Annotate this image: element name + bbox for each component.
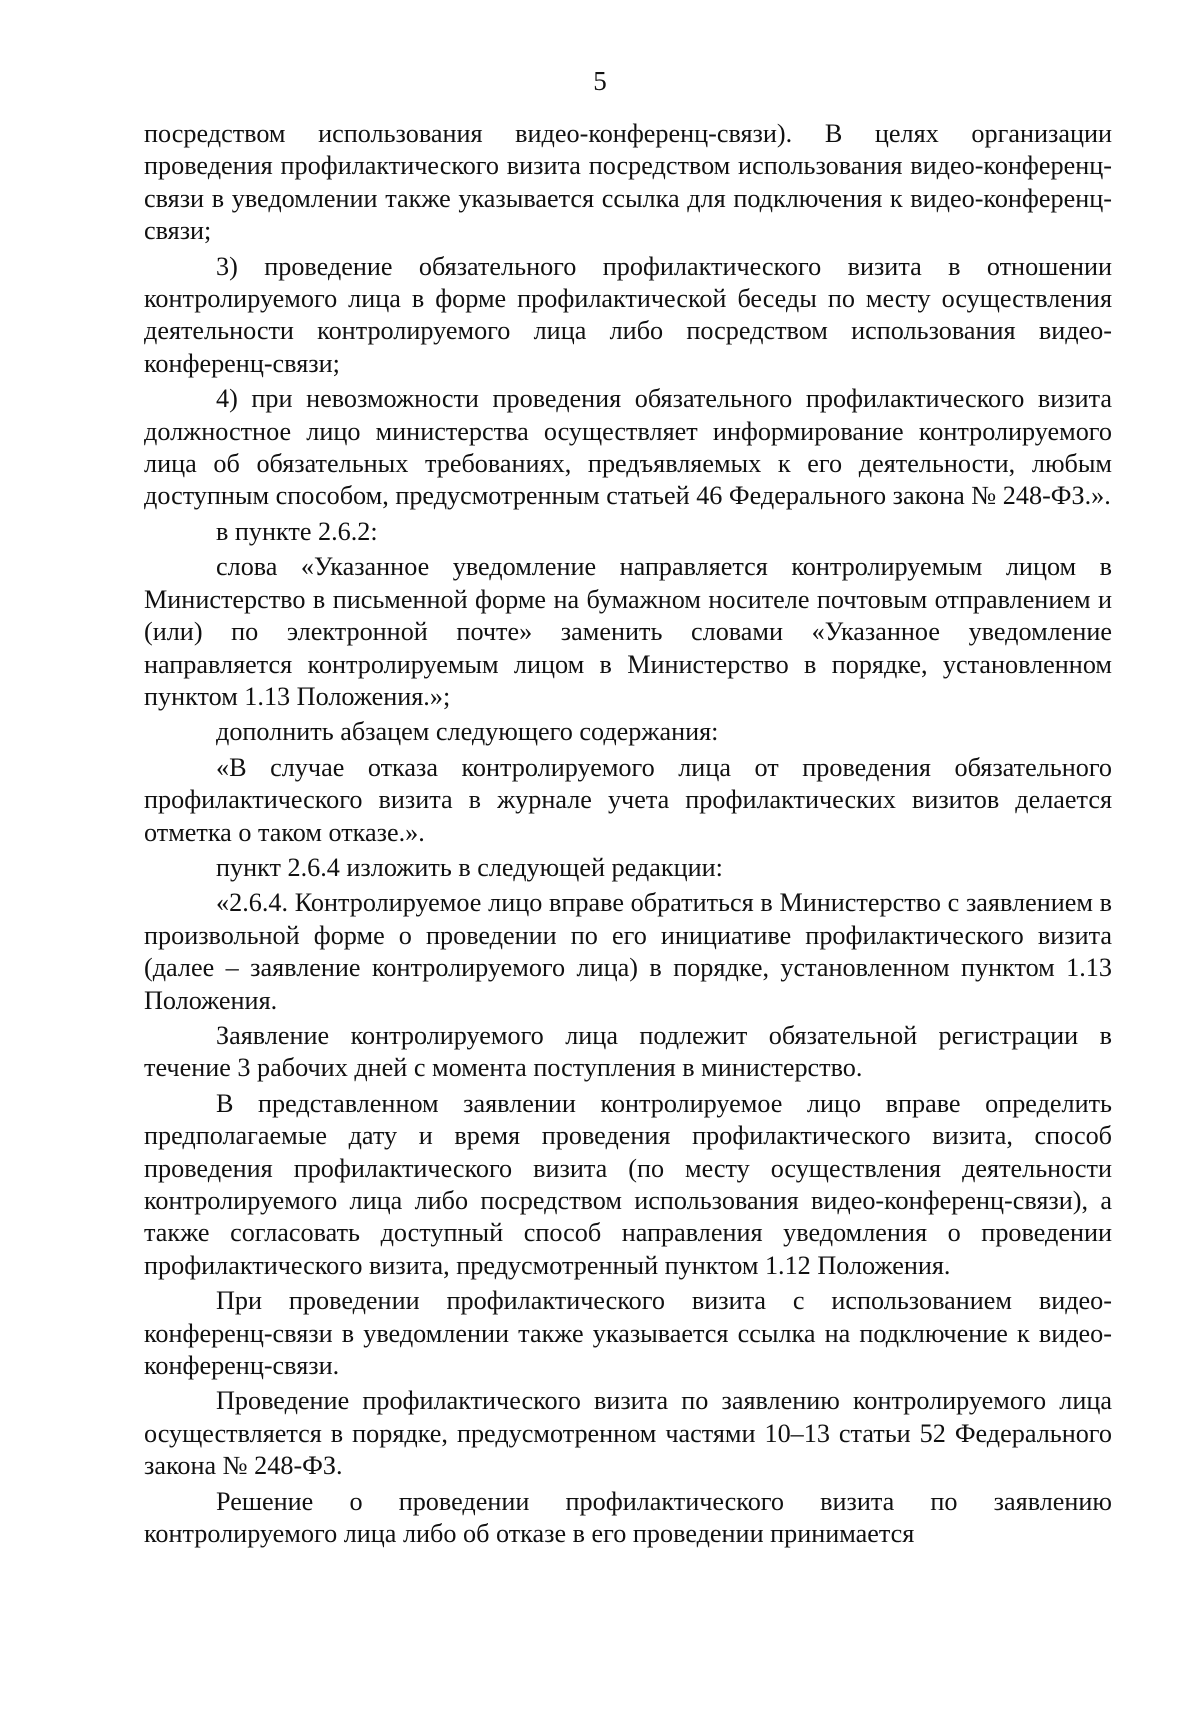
paragraph: 3) проведение обязательного профилактического визита в отношении контролируемого лица в форме профилактической беседы по месту осуществления деятельности контролируемого лица либо посредством использования видео-конференц-связи; xyxy=(144,251,1112,378)
paragraph: посредством использования видео-конференц-связи). В целях организации проведения профилактического визита посредством использования видео-конференц-связи в уведомлении также указывается ссылка для подключения к видео-конференц-связи; xyxy=(144,119,1112,246)
paragraph: В представленном заявлении контролируемое лицо вправе определить предполагаемые дату и время проведения профилактического визита, способ проведения профилактического визита (по месту осуществления деятельности контролируемого лица либо посредством использования видео-конференц-связи), а также согласовать доступный способ направления уведомления о проведении профилактического визита, предусмотренный пунктом 1.12 Положения. xyxy=(144,1088,1112,1280)
paragraph: слова «Указанное уведомление направляется контролируемым лицом в Министерство в письменной форме на бумажном носителе почтовым отправлением и (или) по электронной почте» заменить словами «Указанное уведомление направляется контролируемым лицом в Министерство в порядке, установленном пунктом 1.13 Положения.»; xyxy=(144,552,1112,711)
paragraph: 4) при невозможности проведения обязательного профилактического визита должностное лицо министерства осуществляет информирование контролируемого лица об обязательных требованиях, предъявляемых к его деятельности, любым доступным способом, предусмотренным статьей 46 Федерального закона № 248-ФЗ.». xyxy=(144,384,1112,511)
paragraph: Заявление контролируемого лица подлежит обязательной регистрации в течение 3 рабочих дней с момента поступления в министерство. xyxy=(144,1020,1112,1083)
paragraph: в пункте 2.6.2: xyxy=(216,516,378,546)
paragraph: Решение о проведении профилактического визита по заявлению контролируемого лица либо об отказе в его проведении принимается xyxy=(144,1486,1112,1549)
page-number: 5 xyxy=(593,66,607,96)
paragraph: дополнить абзацем следующего содержания: xyxy=(216,717,719,747)
paragraph: При проведении профилактического визита с использованием видео-конференц-связи в уведомлении также указывается ссылка на подключение к видео-конференц-связи. xyxy=(144,1286,1112,1381)
paragraph: пункт 2.6.4 изложить в следующей редакции: xyxy=(216,852,723,882)
paragraph: «В случае отказа контролируемого лица от проведения обязательного профилактического визита в журнале учета профилактических визитов делается отметка о таком отказе.». xyxy=(144,752,1112,847)
paragraph: Проведение профилактического визита по заявлению контролируемого лица осуществляется в порядке, предусмотренном частями 10–13 статьи 52 Федерального закона № 248-ФЗ. xyxy=(144,1386,1112,1481)
paragraph: «2.6.4. Контролируемое лицо вправе обратиться в Министерство с заявлением в произвольной форме о проведении по его инициативе профилактического визита (далее – заявление контролируемого лица) в порядке, установленном пунктом 1.13 Положения. xyxy=(144,888,1112,1015)
document-body xyxy=(144,118,1112,1550)
